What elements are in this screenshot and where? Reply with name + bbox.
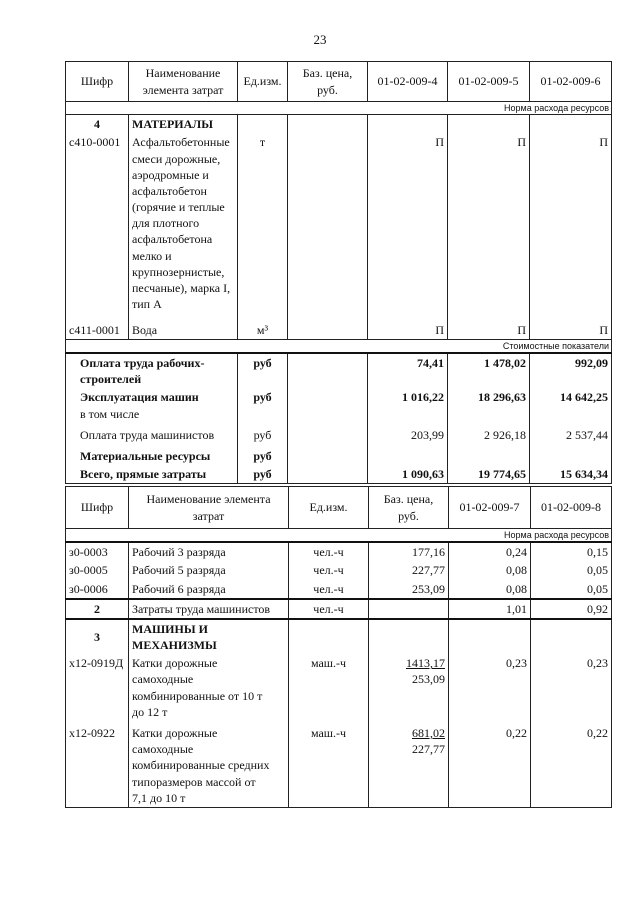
cost-materials-label: Материальные ресурсы [66,447,238,465]
cost-operators-label: Оплата труда машинистов [66,423,238,447]
water-code: c411-0001 [66,313,129,339]
water-v1: П [368,313,448,339]
worker-price: 177,16 [369,542,449,561]
machine-unit: маш.-ч [289,654,369,721]
header-code: Шифр [66,62,129,102]
worker-code: з0-0003 [66,542,129,561]
cost-machines-v1: 1 016,22 [368,388,448,422]
water-v2: П [448,313,530,339]
water-v3: П [530,313,612,339]
section-code: 4 [66,115,129,134]
machine-name: Катки дорожные самоходные комбинированные средних типоразмеров массой от 7,1 до 10 т [129,721,289,807]
material-v3: П [530,133,612,313]
cost-total-v2: 19 774,65 [448,465,530,484]
worker-v2: 0,15 [531,542,612,561]
operators-unit: чел.-ч [289,599,369,619]
worker-code: з0-0005 [66,561,129,579]
worker-row [66,561,612,579]
cost-machines-row [66,388,612,422]
header-col-3: 01-02-009-6 [530,62,612,102]
worker-row [66,542,612,561]
worker-name: Рабочий 5 разряда [129,561,289,579]
worker-price: 227,77 [369,561,449,579]
material-v1: П [368,133,448,313]
header-col-2: 01-02-009-5 [448,62,530,102]
page-number: 23 [313,32,327,47]
machine-row [66,721,612,807]
header-unit: Ед.изм. [238,62,288,102]
material-code: c410-0001 [66,133,129,313]
section3-code: 3 [66,619,129,654]
machine-row [66,654,612,721]
header-row-2 [66,487,612,529]
cost-labor-v2: 1 478,02 [448,353,530,388]
cost-total-label: Всего, прямые затраты [66,465,238,484]
material-v2: П [448,133,530,313]
rates-table-workers-machines [65,486,612,808]
cost-operators-v3: 2 537,44 [530,423,612,447]
header2-col-2: 01-02-009-8 [531,487,612,529]
worker-name: Рабочий 6 разряда [129,580,289,599]
machine-v1: 0,23 [449,654,531,721]
cost-labor-row [66,353,612,388]
section-machines-row [66,619,612,654]
worker-v1: 0,08 [449,580,531,599]
operators-v2: 0,92 [531,599,612,619]
machine-name: Катки дорожные самоходные комбинированные от 10 т до 12 т [129,654,289,721]
machine-v1: 0,22 [449,721,531,807]
machine-price: 681,02 227,77 [369,721,449,807]
worker-v1: 0,08 [449,561,531,579]
header-row [66,62,612,102]
cost-machines-label: Эксплуатация машин в том числе [66,388,238,422]
header2-code: Шифр [66,487,129,529]
header-name: Наименование элемента затрат [129,62,238,102]
rates-table-materials [65,61,612,484]
header2-name: Наименование элемента затрат [129,487,289,529]
cost-total-v3: 15 634,34 [530,465,612,484]
header-col-1: 01-02-009-4 [368,62,448,102]
worker-name: Рабочий 3 разряда [129,542,289,561]
header2-col-1: 01-02-009-7 [449,487,531,529]
worker-v2: 0,05 [531,580,612,599]
worker-unit: чел.-ч [289,580,369,599]
band-norma-2: Норма расхода ресурсов [66,529,612,543]
machine-v2: 0,22 [531,721,612,807]
cost-total-unit: руб [238,465,288,484]
water-name: Вода [129,313,238,339]
cost-labor-unit: руб [238,353,288,388]
section3-title: МАШИНЫ И МЕХАНИЗМЫ [129,619,289,654]
operators-row [66,599,612,619]
worker-unit: чел.-ч [289,561,369,579]
material-unit: т [238,133,288,313]
cost-materials-row [66,447,612,465]
operators-code: 2 [66,599,129,619]
worker-code: з0-0006 [66,580,129,599]
operators-name: Затраты труда машинистов [129,599,289,619]
machine-code: x12-0922 [66,721,129,807]
section-title: МАТЕРИАЛЫ [129,115,238,134]
header-price: Баз. цена, руб. [288,62,368,102]
worker-v1: 0,24 [449,542,531,561]
section-materials-row [66,115,612,134]
water-row [66,313,612,339]
band-cost-row [66,339,612,353]
header2-price: Баз. цена, руб. [369,487,449,529]
header2-unit: Ед.изм. [289,487,369,529]
machine-unit: маш.-ч [289,721,369,807]
machine-price: 1413,17 253,09 [369,654,449,721]
cost-operators-unit: руб [238,423,288,447]
worker-unit: чел.-ч [289,542,369,561]
band-norma-row-2 [66,529,612,543]
cost-operators-v1: 203,99 [368,423,448,447]
machine-v2: 0,23 [531,654,612,721]
cost-operators-row [66,423,612,447]
cost-machines-v2: 18 296,63 [448,388,530,422]
band-cost: Стоимостные показатели [66,339,612,353]
cost-machines-v3: 14 642,25 [530,388,612,422]
cost-materials-unit: руб [238,447,288,465]
worker-row [66,580,612,599]
cost-labor-v1: 74,41 [368,353,448,388]
material-name: Асфальтобетонные смеси дорожные, аэродромные и асфальтобетон (горячие и теплые для плотного асфальтобетона мелко и крупнозернистые, песчаные), марка I, тип А [129,133,238,313]
cost-labor-label: Оплата труда рабочих- строителей [66,353,238,388]
material-row [66,133,612,313]
cost-total-row [66,465,612,484]
band-norma-row [66,102,612,115]
operators-v1: 1,01 [449,599,531,619]
cost-operators-v2: 2 926,18 [448,423,530,447]
cost-machines-unit: руб [238,388,288,422]
machine-code: x12-0919Д [66,654,129,721]
worker-price: 253,09 [369,580,449,599]
cost-labor-v3: 992,09 [530,353,612,388]
cost-total-v1: 1 090,63 [368,465,448,484]
band-norma: Норма расхода ресурсов [66,102,612,115]
worker-v2: 0,05 [531,561,612,579]
water-unit: м³ [238,313,288,339]
